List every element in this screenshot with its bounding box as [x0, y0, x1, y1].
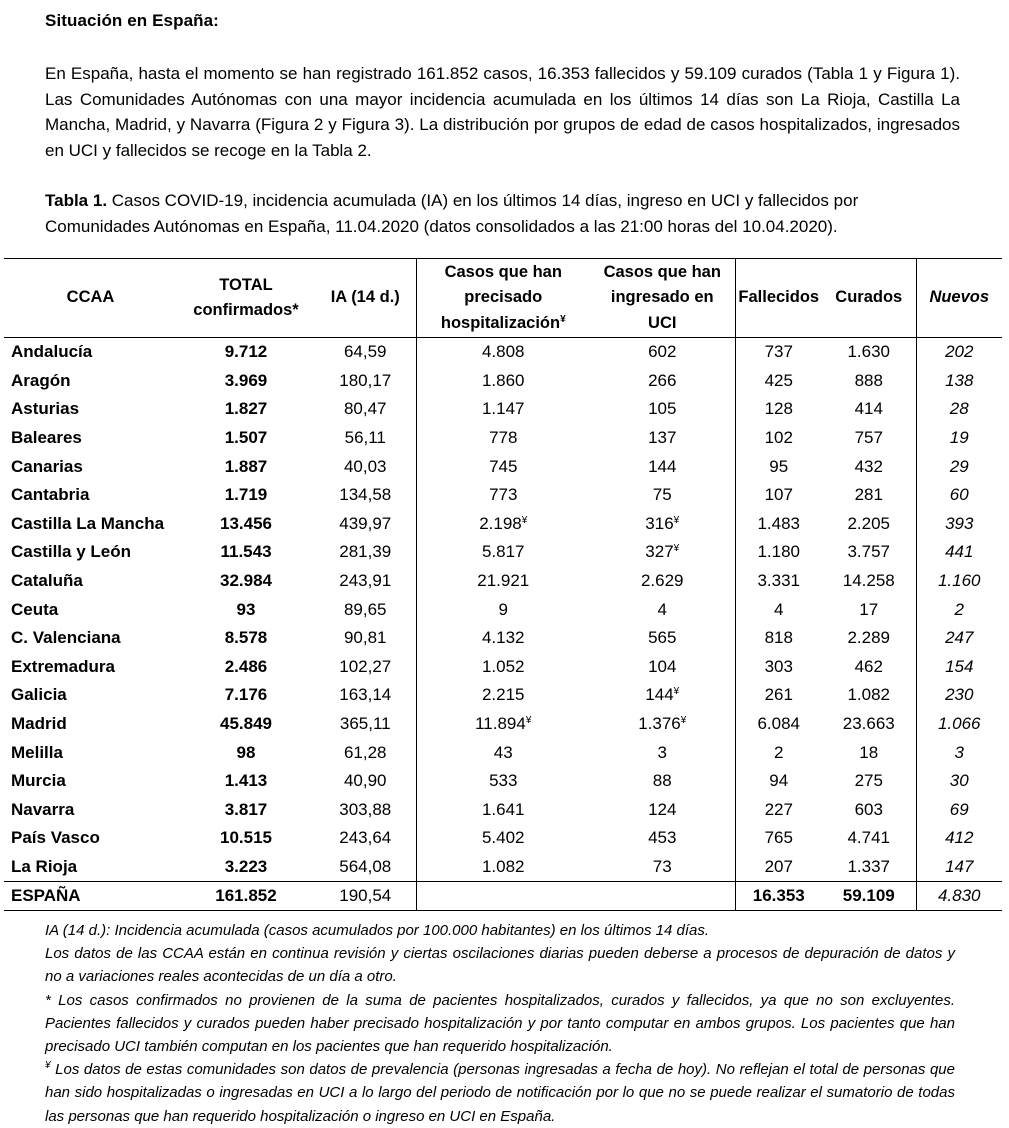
cell-nuevos: 30	[916, 767, 1002, 796]
cell-curados: 1.630	[847, 342, 891, 362]
cell-total: 11.543	[220, 542, 272, 562]
cell-fallecidos: 303	[735, 653, 822, 682]
total-fallecidos: 16.353	[735, 882, 822, 911]
cell-uci: 104	[648, 656, 677, 676]
cell-ia: 56,11	[344, 428, 386, 448]
cell-hosp: 11.894¥	[416, 710, 590, 739]
cell-fallecidos: 2	[735, 738, 822, 767]
cell-curados: 414	[854, 399, 883, 419]
cell-total: 10.515	[220, 828, 272, 848]
table-row	[4, 738, 1002, 767]
cell-nuevos: 28	[916, 395, 1002, 424]
total-curados: 59.109	[822, 882, 916, 911]
cell-hosp: 21.921	[416, 567, 590, 596]
cell-ia: 89,65	[343, 599, 387, 619]
cell-hosp: 745	[416, 452, 590, 481]
caption-label: Tabla 1.	[45, 191, 108, 210]
cell-ccaa: Madrid	[11, 714, 67, 734]
header-ia: IA (14 d.)	[315, 259, 416, 338]
cell-ccaa: Murcia	[11, 771, 66, 791]
cell-fallecidos: 1.483	[735, 510, 822, 539]
cell-uci: 124	[648, 799, 677, 819]
total-nuevos: 4.830	[916, 882, 1002, 911]
cell-uci: 144¥	[645, 685, 680, 705]
total-confirmados: 161.852	[177, 882, 315, 911]
cell-fallecidos: 94	[735, 767, 822, 796]
table-row	[4, 796, 1002, 825]
header-hospitalizacion: Casos que han precisado hospitalización¥	[416, 259, 590, 338]
cell-curados: 603	[854, 799, 883, 819]
cell-curados: 432	[854, 456, 883, 476]
header-nuevos: Nuevos	[916, 259, 1002, 338]
cell-hosp: 9	[416, 595, 590, 624]
cell-curados: 23.663	[842, 714, 895, 734]
total-ia: 190,54	[315, 882, 416, 911]
table-row	[4, 452, 1002, 481]
total-uci	[590, 882, 735, 911]
cell-uci: 75	[652, 485, 672, 505]
cell-ia: 64,59	[343, 342, 387, 362]
cell-ia: 40,03	[343, 456, 387, 476]
cell-total: 13.456	[220, 513, 272, 533]
cell-hosp-mark: ¥	[525, 715, 532, 727]
cell-nuevos: 147	[916, 853, 1002, 882]
cell-hosp: 2.198¥	[416, 510, 590, 539]
cell-total: 7.176	[224, 685, 268, 705]
intro-paragraph: En España, hasta el momento se han registrado 161.852 casos, 16.353 fallecidos y 59.109 curados (Tabla 1 y Figura 1). Las Comunidades Autónomas con una mayor incidencia acumulada en los últimos 14 días son La Rioja, Castilla La Mancha, Madrid, y Navarra (Figura 2 y Figura 3). La distribución por grupos de edad de casos hospitalizados, ingresados en UCI y fallecidos se recoge en la Tabla 2.	[45, 64, 960, 160]
cell-nuevos: 69	[916, 796, 1002, 825]
cell-ccaa: Melilla	[11, 742, 63, 762]
cell-fallecidos: 4	[735, 595, 822, 624]
cell-ccaa: Cantabria	[11, 485, 90, 505]
cell-uci-mark: ¥	[680, 715, 687, 727]
cell-ccaa: Andalucía	[11, 342, 93, 362]
cell-total: 3.223	[224, 856, 268, 876]
table-row	[4, 653, 1002, 682]
cell-nuevos: 29	[916, 452, 1002, 481]
cell-fallecidos: 261	[735, 681, 822, 710]
cell-ccaa: Ceuta	[11, 599, 59, 619]
cell-nuevos: 1.066	[916, 710, 1002, 739]
cell-ccaa: Cataluña	[11, 571, 83, 591]
cell-curados: 281	[854, 485, 883, 505]
cell-uci: 105	[648, 399, 677, 419]
cell-uci: 88	[652, 771, 672, 791]
cell-nuevos: 2	[916, 595, 1002, 624]
cell-nuevos: 230	[916, 681, 1002, 710]
cell-ccaa: Baleares	[11, 428, 82, 448]
section-heading: Situación en España:	[45, 11, 219, 30]
header-fallecidos: Fallecidos	[735, 259, 822, 338]
cell-uci: 453	[648, 828, 677, 848]
cell-curados: 462	[854, 656, 883, 676]
cell-hosp: 778	[416, 424, 590, 453]
cell-curados: 17	[859, 599, 879, 619]
cell-ia: 102,27	[339, 656, 392, 676]
cell-fallecidos: 227	[735, 796, 822, 825]
cell-uci-mark: ¥	[673, 543, 680, 555]
total-ccaa: ESPAÑA	[4, 882, 177, 911]
table-row	[4, 681, 1002, 710]
note-asterisk: * Los casos confirmados no provienen de la suma de pacientes hospitalizados, curados y fallecidos, ya que no son excluyentes. Pacientes fallecidos y curados pueden haber precisado hospitalización y por tanto computar en ambos grupos. Los pacientes que han precisado UCI también computan en los pacientes que han requerido hospitalización.	[45, 991, 955, 1056]
cell-ccaa: Asturias	[11, 399, 80, 419]
cell-total: 45.849	[220, 714, 272, 734]
cell-hosp: 2.215	[416, 681, 590, 710]
cell-uci: 602	[648, 342, 677, 362]
cell-curados: 18	[859, 742, 879, 762]
cell-fallecidos: 1.180	[735, 538, 822, 567]
cell-curados: 1.337	[847, 856, 891, 876]
cell-fallecidos: 425	[735, 367, 822, 396]
cell-nuevos: 412	[916, 824, 1002, 853]
cell-uci-mark: ¥	[673, 686, 680, 698]
cell-ccaa: Castilla La Mancha	[11, 513, 165, 533]
cell-curados: 4.741	[847, 828, 891, 848]
caption-text: Casos COVID-19, incidencia acumulada (IA) en los últimos 14 días, ingreso en UCI y fallecidos por Comunidades Autónomas en España, 11.04.2020 (datos consolidados a las 21:00 horas del 10.04.2020).	[45, 191, 859, 236]
cell-nuevos: 138	[916, 367, 1002, 396]
cell-hosp: 5.402	[416, 824, 590, 853]
cell-ia: 163,14	[339, 685, 392, 705]
cell-uci: 316¥	[645, 513, 680, 533]
cell-uci: 3	[657, 742, 667, 762]
cell-hosp: 4.808	[416, 338, 590, 367]
cell-curados: 3.757	[847, 542, 891, 562]
table-row	[4, 424, 1002, 453]
cell-ia: 303,88	[339, 799, 392, 819]
table-row	[4, 853, 1002, 882]
cell-ccaa: Aragón	[11, 370, 71, 390]
cell-ccaa: La Rioja	[11, 856, 78, 876]
cell-uci: 2.629	[640, 571, 684, 591]
cell-total: 1.719	[224, 485, 268, 505]
cell-curados: 757	[854, 428, 883, 448]
table-row	[4, 624, 1002, 653]
cell-total: 1.507	[224, 428, 268, 448]
cell-uci: 73	[652, 856, 672, 876]
cell-ia: 40,90	[343, 771, 387, 791]
cell-total: 3.817	[224, 799, 268, 819]
cell-hosp: 4.132	[416, 624, 590, 653]
cell-fallecidos: 128	[735, 395, 822, 424]
cell-ccaa: Extremadura	[11, 656, 115, 676]
cell-ccaa: Canarias	[11, 456, 83, 476]
cell-ia: 243,64	[339, 828, 392, 848]
cell-curados: 275	[854, 771, 883, 791]
cell-uci: 137	[648, 428, 677, 448]
cell-nuevos: 154	[916, 653, 1002, 682]
cell-total: 2.486	[224, 656, 268, 676]
cell-total: 98	[236, 742, 256, 762]
cell-ia: 243,91	[339, 571, 392, 591]
cell-hosp-mark: ¥	[521, 514, 528, 526]
note-ia: IA (14 d.): Incidencia acumulada (casos acumulados por 100.000 habitantes) en los últimos 14 días.	[45, 922, 709, 939]
cell-ia: 90,81	[343, 628, 387, 648]
table-row	[4, 595, 1002, 624]
cell-uci: 144	[648, 456, 677, 476]
cell-total: 93	[236, 599, 256, 619]
cell-fallecidos: 6.084	[735, 710, 822, 739]
cell-nuevos: 441	[916, 538, 1002, 567]
cell-nuevos: 1.160	[916, 567, 1002, 596]
cell-hosp: 1.147	[416, 395, 590, 424]
table-row	[4, 538, 1002, 567]
cell-curados: 1.082	[847, 685, 891, 705]
cell-ia: 134,58	[339, 485, 392, 505]
cell-ia: 80,47	[343, 399, 387, 419]
cell-nuevos: 60	[916, 481, 1002, 510]
total-hosp	[416, 882, 590, 911]
cell-nuevos: 19	[916, 424, 1002, 453]
cell-total: 32.984	[220, 571, 272, 591]
table-row	[4, 710, 1002, 739]
cell-total: 8.578	[224, 628, 268, 648]
table-header-row	[4, 259, 1002, 338]
header-ccaa: CCAA	[4, 259, 177, 338]
cell-hosp: 43	[416, 738, 590, 767]
cell-fallecidos: 818	[735, 624, 822, 653]
cell-ccaa: Castilla y León	[11, 542, 131, 562]
cell-ccaa: C. Valenciana	[11, 628, 121, 648]
cell-nuevos: 247	[916, 624, 1002, 653]
cell-ccaa: Galicia	[11, 685, 67, 705]
cell-ia: 439,97	[339, 513, 392, 533]
cell-nuevos: 202	[916, 338, 1002, 367]
cell-fallecidos: 102	[735, 424, 822, 453]
cell-ia: 281,39	[339, 542, 392, 562]
note-revision: Los datos de las CCAA están en continua revisión y ciertas oscilaciones diarias pueden deberse a procesos de depuración de datos y no a variaciones reales acontecidas de un día a otro.	[45, 945, 955, 986]
cell-uci: 266	[648, 370, 677, 390]
cell-hosp: 1.641	[416, 796, 590, 825]
cell-fallecidos: 3.331	[735, 567, 822, 596]
header-total-confirmados: TOTAL confirmados*	[177, 259, 315, 338]
cell-hosp: 533	[416, 767, 590, 796]
header-uci: Casos que han ingresado en UCI	[590, 259, 735, 338]
cell-curados: 2.289	[847, 628, 891, 648]
table-row	[4, 338, 1002, 367]
cell-ccaa: País Vasco	[11, 828, 100, 848]
cell-uci: 565	[648, 628, 677, 648]
cell-hosp: 1.860	[416, 367, 590, 396]
table-caption	[45, 188, 963, 239]
cell-ia: 61,28	[343, 742, 387, 762]
cell-ccaa: Navarra	[11, 799, 75, 819]
cell-uci: 1.376¥	[638, 714, 687, 734]
cell-ia: 180,17	[339, 370, 392, 390]
note-prevalencia: ¥ Los datos de estas comunidades son datos de prevalencia (personas ingresadas a fecha de hoy). No reflejan el total de personas que han sido hospitalizadas o ingresadas en UCI a lo largo del periodo de notificación por lo que no se puede realizar el sumatorio de todas las personas que han requerido hospitalización o ingreso en UCI en España.	[45, 1060, 955, 1125]
header-curados: Curados	[822, 259, 916, 338]
table-row	[4, 510, 1002, 539]
cell-uci: 4	[657, 599, 667, 619]
ccaa-cases-table	[4, 258, 1002, 911]
cell-total: 9.712	[224, 342, 268, 362]
cell-ia: 365,11	[339, 714, 391, 734]
cell-total: 3.969	[224, 370, 268, 390]
table-row	[4, 824, 1002, 853]
cell-fallecidos: 765	[735, 824, 822, 853]
cell-curados: 888	[854, 370, 883, 390]
table-row	[4, 567, 1002, 596]
cell-uci: 327¥	[645, 542, 680, 562]
cell-curados: 2.205	[847, 513, 891, 533]
cell-total: 1.827	[224, 399, 268, 419]
table-total-row	[4, 882, 1002, 911]
cell-fallecidos: 95	[735, 452, 822, 481]
table-row	[4, 367, 1002, 396]
cell-fallecidos: 737	[735, 338, 822, 367]
table-row	[4, 481, 1002, 510]
cell-hosp: 5.817	[416, 538, 590, 567]
cell-fallecidos: 207	[735, 853, 822, 882]
cell-fallecidos: 107	[735, 481, 822, 510]
note-yen-mark: ¥	[45, 1060, 51, 1072]
cell-total: 1.887	[224, 456, 268, 476]
cell-ia: 564,08	[339, 856, 392, 876]
cell-hosp: 1.082	[416, 853, 590, 882]
table-notes	[45, 919, 955, 1128]
header-hosp-mark: ¥	[560, 313, 566, 325]
table-row	[4, 767, 1002, 796]
cell-uci-mark: ¥	[673, 514, 680, 526]
cell-nuevos: 3	[916, 738, 1002, 767]
cell-curados: 14.258	[842, 571, 895, 591]
cell-hosp: 1.052	[416, 653, 590, 682]
table-row	[4, 395, 1002, 424]
cell-total: 1.413	[224, 771, 268, 791]
cell-nuevos: 393	[916, 510, 1002, 539]
cell-hosp: 773	[416, 481, 590, 510]
